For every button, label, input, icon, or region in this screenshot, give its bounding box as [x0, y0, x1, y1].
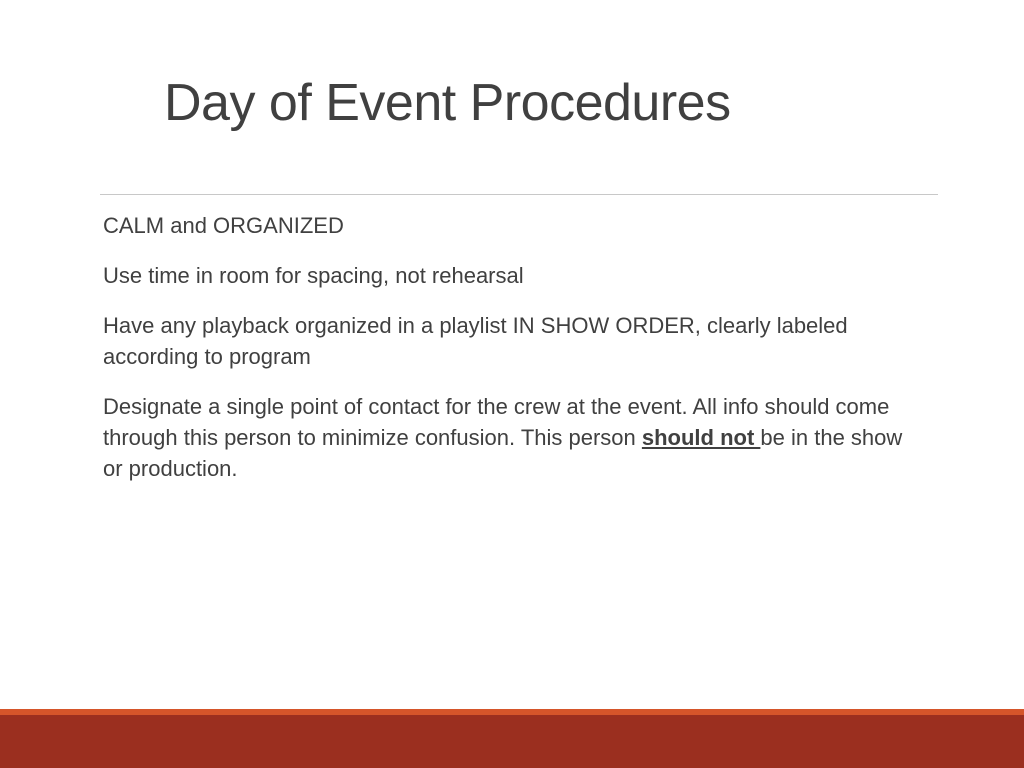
bullet-text: Have any playback organized in a playlist IN SHOW ORDER, clearly labeled according to program — [103, 313, 848, 369]
bullet-text: Use time in room for spacing, not rehearsal — [103, 263, 524, 288]
bullet-text-after: be in the show or production. — [103, 425, 903, 481]
bullet-text-before: Designate a single point of contact for the crew at the event. All info should come through this person to minimize confusion. This person — [103, 394, 890, 450]
footer-bar — [0, 715, 1024, 768]
bullet-item-spacing — [103, 260, 903, 291]
slide-title: Day of Event Procedures — [164, 74, 731, 132]
bullet-item-playback — [103, 310, 903, 372]
bullet-list — [103, 210, 903, 503]
bullet-text: CALM and ORGANIZED — [103, 213, 344, 238]
emphasis-should-not: should not — [641, 425, 761, 450]
title-divider — [100, 194, 938, 195]
bullet-item-calm — [103, 210, 903, 241]
bullet-item-contact — [103, 391, 903, 484]
